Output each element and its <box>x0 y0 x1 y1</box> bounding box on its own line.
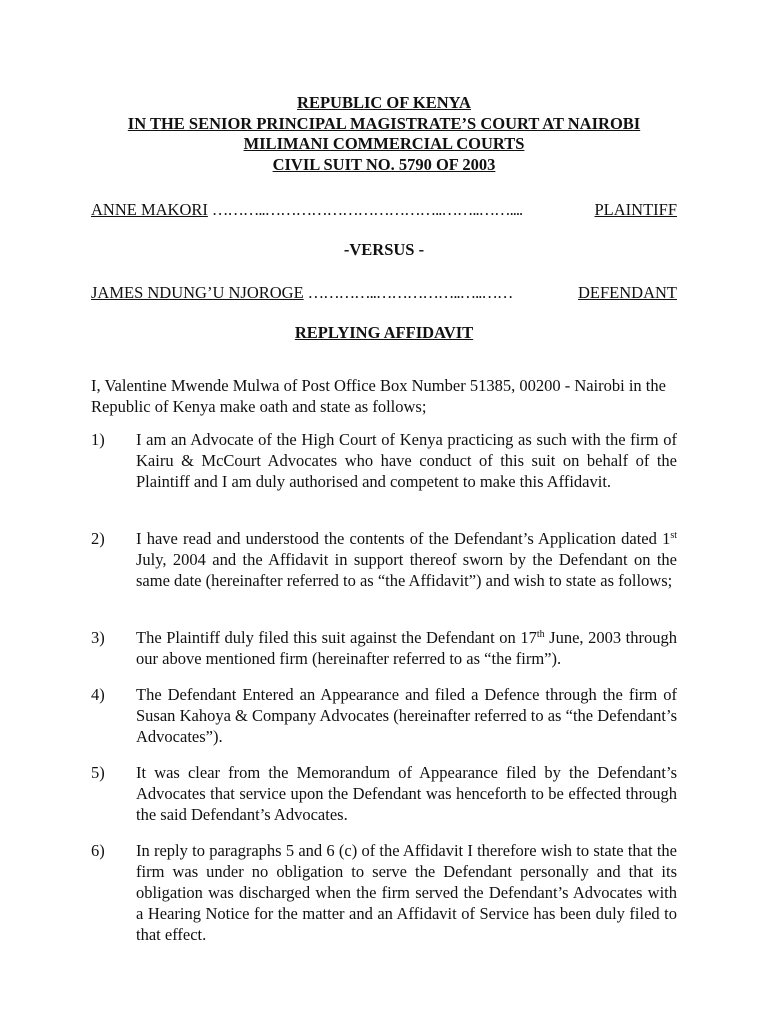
defendant-role: DEFENDANT <box>578 283 677 302</box>
paragraph-4 <box>91 684 677 747</box>
header-line-court: IN THE SENIOR PRINCIPAL MAGISTRATE’S COURT AT NAIROBI <box>127 113 641 133</box>
paragraph-text <box>136 528 677 591</box>
paragraph-number: 2) <box>91 529 105 548</box>
header-line-suit-number: CIVIL SUIT NO. 5790 OF 2003 <box>272 154 496 174</box>
paragraph-number: 6) <box>91 841 105 860</box>
document-title: REPLYING AFFIDAVIT <box>294 323 474 342</box>
paragraph-6 <box>91 840 677 945</box>
paragraph-number: 5) <box>91 763 105 782</box>
paragraph-text-part: I have read and understood the contents of the Defendant’s Application dated 1 <box>136 529 671 548</box>
paragraph-text-part: July, 2004 and the Affidavit in support thereof sworn by the Defendant on the same date (hereinafter referred to as “the Affidavit”) and wish to state as follows; <box>136 550 677 590</box>
plaintiff-role: PLAINTIFF <box>594 200 677 219</box>
defendant-dots: …………..……………..…..…… <box>307 283 513 302</box>
paragraph-number: 4) <box>91 685 105 704</box>
intro-paragraph: I, Valentine Mwende Mulwa of Post Office Box Number 51385, 00200 - Nairobi in the Republic of Kenya make oath and state as follows; <box>91 376 666 416</box>
court-header <box>0 93 768 175</box>
paragraph-text: In reply to paragraphs 5 and 6 (c) of the Affidavit I therefore wish to state that the firm was under no obligation to serve the Defendant personally and that its obligation was discharged when the firm served the Defendant’s Advocates with a Hearing Notice for the matter and an Affidavit of Service has been duly filed to that effect. <box>136 841 677 944</box>
paragraph-1 <box>91 429 677 492</box>
paragraph-text-part: June, 2003 through our above mentioned firm (hereinafter referred to as “the firm”). <box>136 628 677 668</box>
paragraph-number: 1) <box>91 430 105 449</box>
header-line-courts: MILIMANI COMMERCIAL COURTS <box>243 134 525 153</box>
paragraph-number: 3) <box>91 628 105 647</box>
header-line-republic: REPUBLIC OF KENYA <box>297 93 471 112</box>
paragraph-text <box>136 627 677 669</box>
ordinal-suffix: st <box>670 530 677 541</box>
plaintiff-dots: ………..……………………………..……..…….... <box>211 200 523 219</box>
ordinal-suffix: th <box>536 629 545 640</box>
paragraph-5 <box>91 762 677 825</box>
defendant-line <box>91 282 677 303</box>
paragraph-text-part: The Plaintiff duly filed this suit against the Defendant on 17 <box>136 628 537 647</box>
versus-label: -VERSUS - <box>343 240 425 259</box>
paragraph-3 <box>91 627 677 669</box>
defendant-name: JAMES NDUNG’U NJOROGE <box>91 283 304 302</box>
paragraph-text: The Defendant Entered an Appearance and filed a Defence through the firm of Susan Kahoya & Company Advocates (hereinafter referred to as “the Defendant’s Advocates”). <box>136 685 677 746</box>
plaintiff-line <box>91 199 677 220</box>
paragraph-2 <box>91 528 677 591</box>
plaintiff-name: ANNE MAKORI <box>91 200 208 219</box>
paragraph-text: It was clear from the Memorandum of Appearance filed by the Defendant’s Advocates that service upon the Defendant was henceforth to be effected through the said Defendant’s Advocates. <box>136 763 677 824</box>
paragraph-text: I am an Advocate of the High Court of Kenya practicing as such with the firm of Kairu & McCourt Advocates who have conduct of this suit on behalf of the Plaintiff and I am duly authorised and competent to make this Affidavit. <box>136 430 677 491</box>
